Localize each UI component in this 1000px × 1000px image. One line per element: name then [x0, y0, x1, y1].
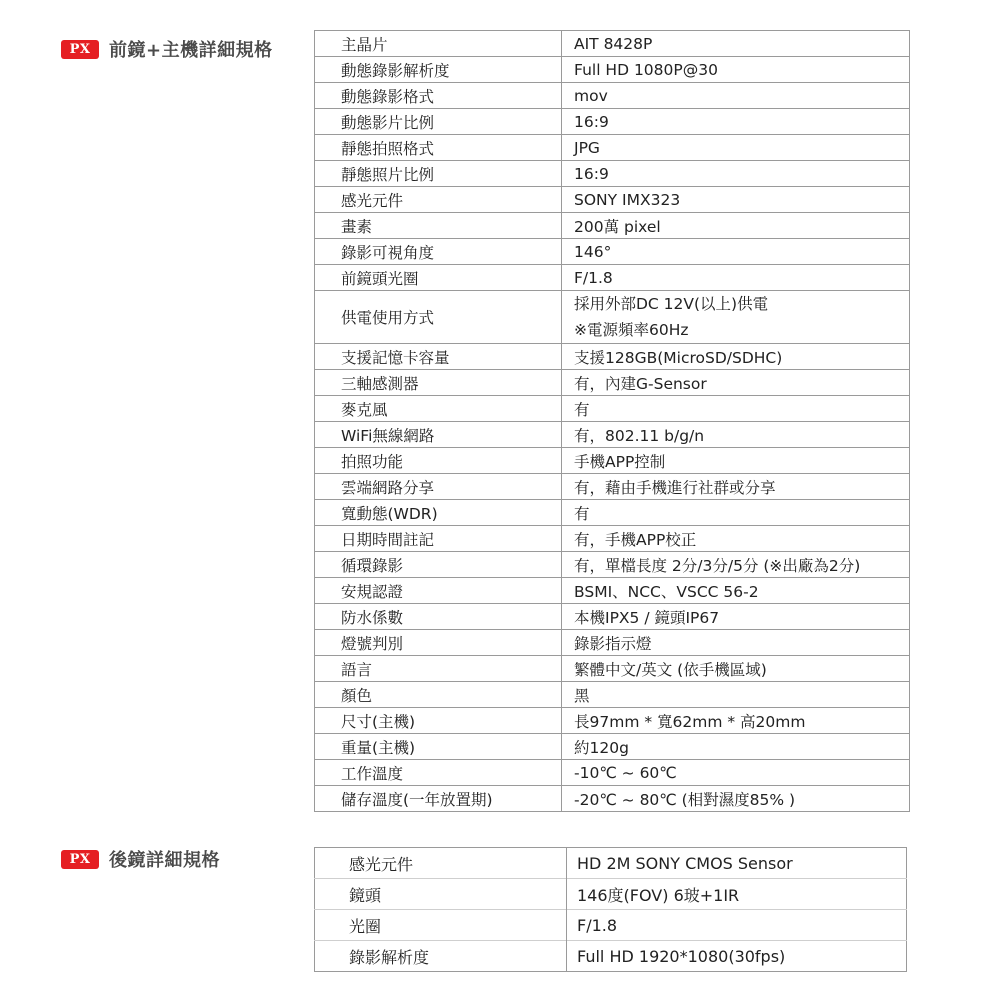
spec-label: 尺寸(主機)	[315, 708, 562, 734]
spec-row	[315, 31, 910, 57]
spec-label: 畫素	[315, 213, 562, 239]
spec-row	[315, 848, 907, 879]
front-spec-table	[314, 30, 910, 812]
spec-row	[315, 396, 910, 422]
rear-section-header	[61, 846, 220, 872]
spec-row	[315, 187, 910, 213]
spec-row	[315, 656, 910, 682]
spec-row	[315, 109, 910, 135]
px-logo: PX	[61, 850, 99, 869]
spec-label: 循環錄影	[315, 552, 562, 578]
spec-value: F/1.8	[567, 910, 907, 941]
spec-label: 重量(主機)	[315, 734, 562, 760]
spec-value: -20℃ ~ 80℃ (相對濕度85% )	[562, 786, 910, 812]
spec-row	[315, 734, 910, 760]
spec-value: BSMI、NCC、VSCC 56-2	[562, 578, 910, 604]
spec-value	[562, 291, 910, 344]
spec-value: Full HD 1080P@30	[562, 57, 910, 83]
spec-label: 工作溫度	[315, 760, 562, 786]
spec-value: 有	[562, 500, 910, 526]
spec-row	[315, 630, 910, 656]
spec-label: 防水係數	[315, 604, 562, 630]
spec-value: 146度(FOV) 6玻+1IR	[567, 879, 907, 910]
spec-value: Full HD 1920*1080(30fps)	[567, 941, 907, 972]
spec-value: 16:9	[562, 109, 910, 135]
spec-label: 錄影可視角度	[315, 239, 562, 265]
spec-value: 手機APP控制	[562, 448, 910, 474]
spec-label: 光圈	[315, 910, 567, 941]
spec-row	[315, 910, 907, 941]
spec-row	[315, 526, 910, 552]
spec-row	[315, 57, 910, 83]
spec-row	[315, 682, 910, 708]
spec-row	[315, 422, 910, 448]
spec-value: mov	[562, 83, 910, 109]
spec-label: 日期時間註記	[315, 526, 562, 552]
spec-row	[315, 344, 910, 370]
spec-value: 有，手機APP校正	[562, 526, 910, 552]
spec-label: 三軸感測器	[315, 370, 562, 396]
spec-label: WiFi無線網路	[315, 422, 562, 448]
spec-row	[315, 708, 910, 734]
spec-label: 雲端網路分享	[315, 474, 562, 500]
spec-value: -10℃ ~ 60℃	[562, 760, 910, 786]
spec-value: SONY IMX323	[562, 187, 910, 213]
spec-value: 本機IPX5 / 鏡頭IP67	[562, 604, 910, 630]
spec-row	[315, 474, 910, 500]
spec-row	[315, 291, 910, 344]
spec-label: 動態錄影格式	[315, 83, 562, 109]
spec-value: 146°	[562, 239, 910, 265]
spec-row	[315, 552, 910, 578]
spec-label: 顏色	[315, 682, 562, 708]
spec-label: 麥克風	[315, 396, 562, 422]
spec-value: JPG	[562, 135, 910, 161]
front-section-title: 前鏡+主機詳細規格	[109, 40, 273, 61]
spec-label: 感光元件	[315, 848, 567, 879]
spec-row	[315, 879, 907, 910]
spec-row	[315, 604, 910, 630]
spec-value: 支援128GB(MicroSD/SDHC)	[562, 344, 910, 370]
spec-row	[315, 578, 910, 604]
spec-label: 語言	[315, 656, 562, 682]
spec-row	[315, 161, 910, 187]
spec-row	[315, 786, 910, 812]
spec-label: 主晶片	[315, 31, 562, 57]
spec-value: 繁體中文/英文 (依手機區域)	[562, 656, 910, 682]
spec-label: 寬動態(WDR)	[315, 500, 562, 526]
rear-section-title: 後鏡詳細規格	[109, 850, 220, 871]
spec-value: 有，單檔長度 2分/3分/5分 (※出廠為2分)	[562, 552, 910, 578]
spec-value: HD 2M SONY CMOS Sensor	[577, 853, 793, 873]
spec-value: 有，內建G-Sensor	[562, 370, 910, 396]
spec-value-line: 採用外部DC 12V(以上)供電	[574, 295, 769, 313]
spec-value: 有	[562, 396, 910, 422]
spec-row	[315, 370, 910, 396]
spec-value: 有，802.11 b/g/n	[562, 422, 910, 448]
spec-row	[315, 83, 910, 109]
spec-label: 前鏡頭光圈	[315, 265, 562, 291]
spec-row	[315, 239, 910, 265]
spec-value: 長97mm * 寬62mm * 高20mm	[562, 708, 910, 734]
spec-label: 感光元件	[315, 187, 562, 213]
front-section-header	[61, 36, 273, 62]
spec-row	[315, 213, 910, 239]
px-logo: PX	[61, 40, 99, 59]
spec-row	[315, 760, 910, 786]
spec-label: 錄影解析度	[315, 941, 567, 972]
spec-value: 錄影指示燈	[562, 630, 910, 656]
spec-value-note: ※電源頻率60Hz	[574, 321, 689, 339]
spec-label: 拍照功能	[315, 448, 562, 474]
spec-label: 動態錄影解析度	[315, 57, 562, 83]
spec-label: 支援記憶卡容量	[315, 344, 562, 370]
spec-value: 16:9	[562, 161, 910, 187]
spec-label: 供電使用方式	[315, 291, 562, 344]
spec-value: 有，藉由手機進行社群或分享	[562, 474, 910, 500]
spec-row	[315, 500, 910, 526]
spec-row	[315, 941, 907, 972]
spec-value: 黑	[562, 682, 910, 708]
spec-label: 靜態拍照格式	[315, 135, 562, 161]
spec-label: 靜態照片比例	[315, 161, 562, 187]
spec-row	[315, 135, 910, 161]
spec-row	[315, 265, 910, 291]
spec-label: 鏡頭	[315, 879, 567, 910]
spec-value: 200萬 pixel	[562, 213, 910, 239]
spec-value: F/1.8	[562, 265, 910, 291]
spec-label: 儲存溫度(一年放置期)	[315, 786, 562, 812]
spec-label: 燈號判別	[315, 630, 562, 656]
rear-spec-table	[314, 847, 907, 972]
spec-value: AIT 8428P	[562, 31, 910, 57]
spec-value: 約120g	[562, 734, 910, 760]
spec-label: 動態影片比例	[315, 109, 562, 135]
spec-row	[315, 448, 910, 474]
spec-label: 安規認證	[315, 578, 562, 604]
